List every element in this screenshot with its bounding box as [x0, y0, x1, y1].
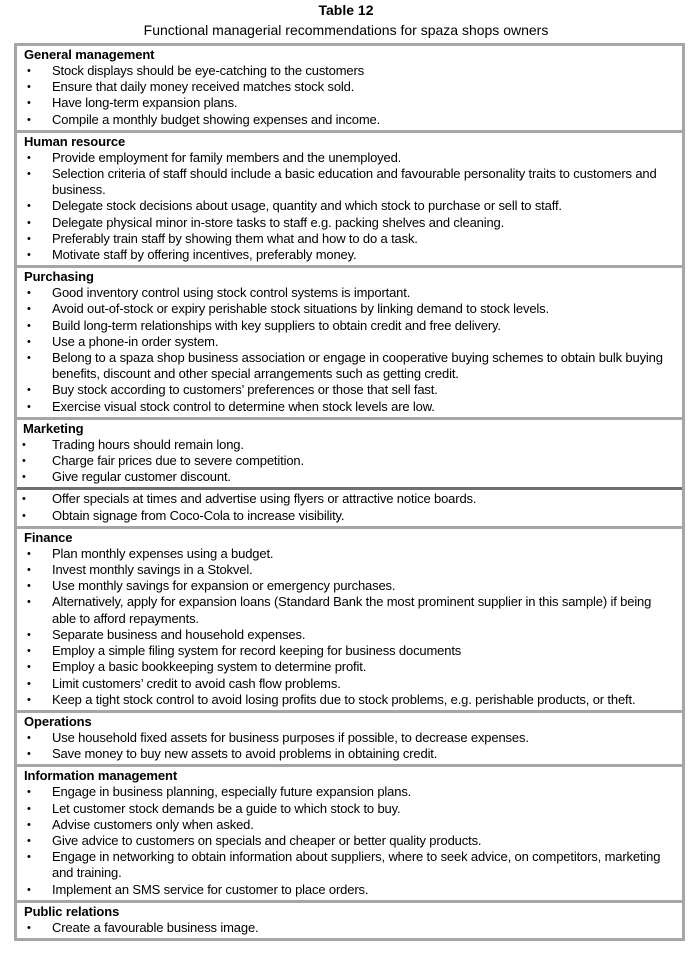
list-item: • Create a favourable business image.: [27, 919, 259, 935]
bullet-icon: •: [27, 384, 31, 397]
list-item: • Delegate stock decisions about usage, quantity and which stock to purchase or sell to staff.: [27, 198, 562, 214]
list-item: • Advise customers only when asked.: [27, 816, 254, 832]
list-item: • Use monthly savings for expansion or emergency purchases.: [27, 578, 396, 594]
section-marketing: [17, 417, 682, 488]
bullet-icon: •: [27, 748, 31, 761]
bullet-icon: •: [22, 493, 26, 506]
bullet-icon: •: [27, 580, 31, 593]
list-item: • Use a phone-in order system.: [27, 333, 219, 349]
list-item: • Good inventory control using stock control systems is important.: [27, 285, 411, 301]
bullet-icon: •: [27, 352, 31, 365]
list-item: • Save money to buy new assets to avoid problems in obtaining credit.: [27, 746, 438, 762]
list-item: • Employ a basic bookkeeping system to determine profit.: [27, 659, 367, 675]
list-item: • Invest monthly savings in a Stokvel.: [27, 562, 253, 578]
bullet-icon: •: [27, 851, 31, 864]
bullet-icon: •: [27, 81, 31, 94]
bullet-icon: •: [27, 65, 31, 77]
bullet-icon: •: [27, 883, 31, 896]
list-item: • Provide employment for family members and the unemployed.: [27, 149, 402, 165]
section-marketing-continued: [17, 487, 682, 525]
bullet-icon: •: [27, 921, 31, 934]
bullet-icon: •: [27, 547, 31, 560]
list-item: • Use household fixed assets for business purposes if possible, to decrease expenses.: [27, 729, 529, 745]
section-human-resource: [17, 130, 682, 265]
bullet-icon: •: [27, 249, 31, 262]
list-item: • Delegate physical minor in-store tasks to staff e.g. packing shelves and cleaning.: [27, 214, 505, 230]
bullet-icon: •: [27, 596, 31, 609]
list-item: • Separate business and household expenses.: [27, 626, 306, 642]
section-title: Finance: [24, 529, 73, 545]
list-item: • Have long-term expansion plans.: [27, 95, 238, 111]
section-title: Purchasing: [24, 269, 94, 285]
table-caption: Functional managerial recommendations for spaza shops owners: [143, 22, 549, 38]
bullet-icon: •: [27, 564, 31, 577]
list-item: • Engage in networking to obtain information about suppliers, where to seek advice, on competitors, marketing and training.: [27, 849, 661, 881]
list-item: • Limit customers’ credit to avoid cash flow problems.: [27, 675, 341, 691]
list-item: • Alternatively, apply for expansion loans (Standard Bank the most prominent supplier in this sample) if being able to afford repayments.: [27, 594, 652, 626]
list-item: • Employ a simple filing system for record keeping for business documents: [27, 643, 462, 659]
bullet-icon: •: [22, 455, 26, 468]
list-item: • Engage in business planning, especially future expansion plans.: [27, 784, 412, 800]
bullet-icon: •: [22, 438, 26, 451]
bullet-icon: •: [27, 400, 31, 413]
list-item: • Exercise visual stock control to determine when stock levels are low.: [27, 398, 435, 414]
section-title: Human resource: [24, 133, 126, 149]
list-item: • Selection criteria of staff should include a basic education and favourable personality traits to customers and business.: [27, 166, 657, 198]
bullet-icon: •: [27, 818, 31, 831]
list-item: • Plan monthly expenses using a budget.: [27, 545, 274, 561]
bullet-icon: •: [27, 216, 31, 229]
section-information-management: [17, 764, 682, 899]
section-public-relations: [17, 900, 682, 938]
list-item: • Ensure that daily money received matches stock sold.: [27, 79, 355, 95]
section-title: Public relations: [24, 903, 120, 919]
bullet-icon: •: [27, 97, 31, 110]
section-finance: [17, 526, 682, 710]
bullet-icon: •: [27, 113, 31, 126]
section-title: Information management: [24, 768, 178, 784]
bullet-icon: •: [27, 168, 31, 181]
bullet-icon: •: [22, 509, 26, 522]
recommendations-table: [14, 43, 685, 941]
list-item: • Preferably train staff by showing them what and how to do a task.: [27, 230, 418, 246]
bullet-icon: •: [27, 693, 31, 706]
bullet-icon: •: [27, 151, 31, 164]
list-item: • Motivate staff by offering incentives, preferably money.: [27, 247, 357, 263]
list-item: • Give advice to customers on specials and cheaper or better quality products.: [27, 832, 482, 848]
list-item: • Charge fair prices due to severe competition.: [22, 453, 304, 469]
bullet-icon: •: [27, 786, 31, 799]
list-item: • Avoid out-of-stock or expiry perishable stock situations by linking demand to stock levels.: [27, 301, 549, 317]
bullet-icon: •: [27, 200, 31, 213]
list-item: • Compile a monthly budget showing expenses and income.: [27, 111, 381, 127]
list-item: • Let customer stock demands be a guide to which stock to buy.: [27, 800, 401, 816]
list-item: • Give regular customer discount.: [22, 469, 231, 485]
list-item: • Obtain signage from Coco-Cola to increase visibility.: [22, 507, 345, 523]
list-item: • Offer specials at times and advertise using flyers or attractive notice boards.: [22, 491, 477, 507]
bullet-icon: •: [27, 834, 31, 847]
bullet-icon: •: [27, 731, 31, 744]
section-title: General management: [24, 47, 155, 62]
bullet-icon: •: [27, 628, 31, 641]
list-item: • Build long-term relationships with key suppliers to obtain credit and free delivery.: [27, 317, 501, 333]
section-title: Operations: [24, 713, 92, 729]
bullet-icon: •: [27, 319, 31, 332]
bullet-icon: •: [27, 645, 31, 658]
bullet-icon: •: [27, 802, 31, 815]
table-number: Table 12: [318, 2, 374, 18]
bullet-icon: •: [27, 287, 31, 300]
section-operations: [17, 710, 682, 764]
list-item: • Stock displays should be eye-catching to the customers: [27, 63, 365, 78]
bullet-icon: •: [27, 677, 31, 690]
bullet-icon: •: [27, 303, 31, 316]
bullet-icon: •: [27, 335, 31, 348]
list-item: • Implement an SMS service for customer to place orders.: [27, 881, 369, 897]
section-title: Marketing: [23, 420, 84, 436]
bullet-icon: •: [22, 471, 26, 484]
section-purchasing: [17, 265, 682, 417]
list-item: • Buy stock according to customers’ preferences or those that sell fast.: [27, 382, 438, 398]
bullet-icon: •: [27, 661, 31, 674]
section-general-management: [17, 46, 682, 130]
list-item: • Trading hours should remain long.: [22, 436, 244, 452]
bullet-icon: •: [27, 232, 31, 245]
list-item: • Keep a tight stock control to avoid losing profits due to stock problems, e.g. perishable products, or theft.: [27, 691, 636, 707]
list-item: • Belong to a spaza shop business association or engage in cooperative buying schemes to obtain bulk buying benefits, discount and other special arrangements such as getting credit.: [27, 350, 663, 382]
